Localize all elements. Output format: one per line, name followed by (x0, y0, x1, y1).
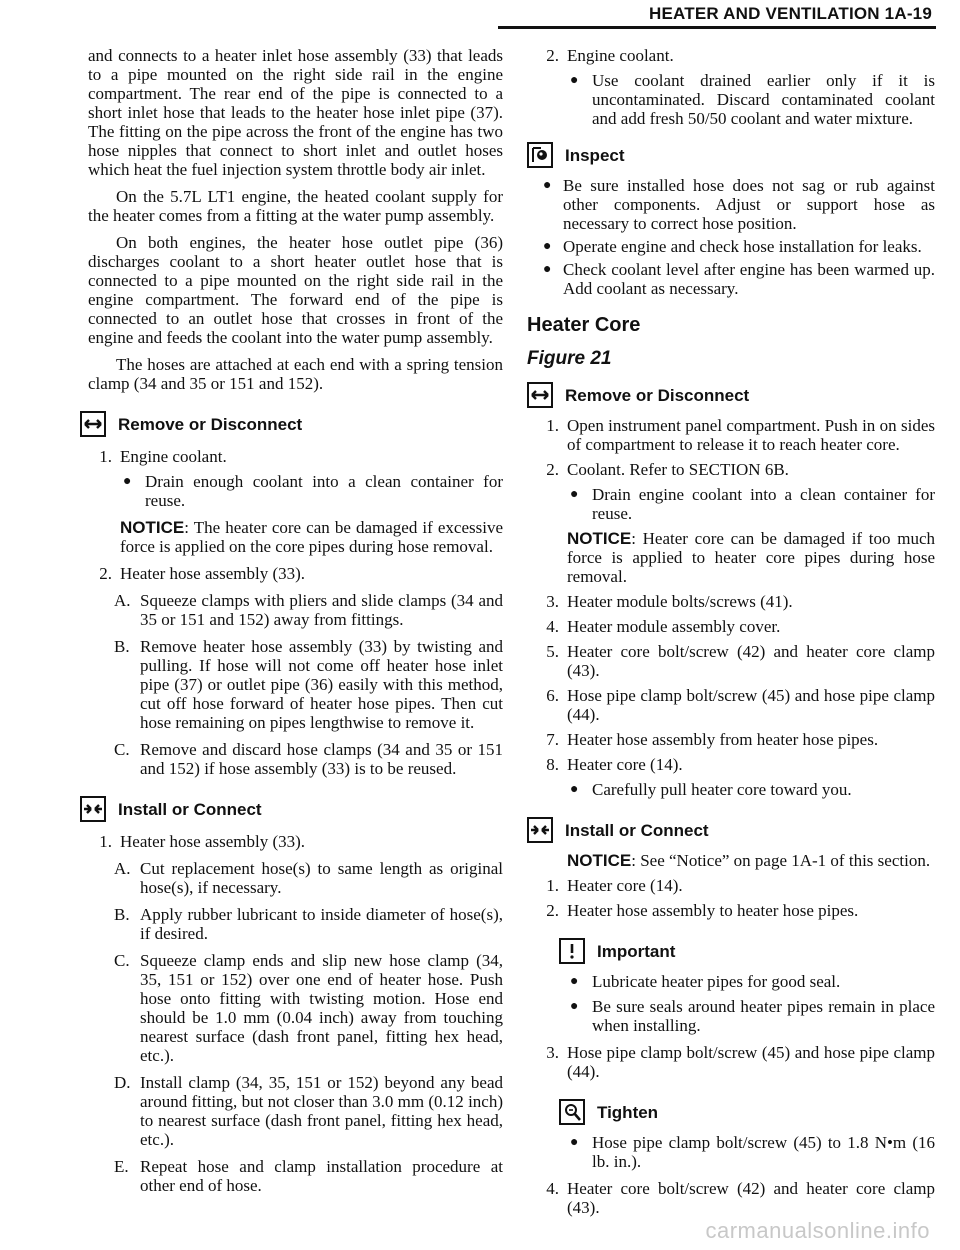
bullet-icon: ● (123, 474, 132, 489)
step-item (535, 46, 935, 65)
left-column (88, 46, 503, 1195)
outlet-paragraph: On both engines, the heater hose outlet pipe (36) discharges coolant to a short heater outlet hose that is connected to a pipe mounted on the right side rail in the engine compartment. The forward end of the pipe is connected to an outlet hose that crosses in front of the engine and feeds the coolant into the water pump assembly. (88, 233, 503, 347)
step-item (535, 1043, 935, 1081)
important-section-heading (559, 938, 935, 964)
step-item (535, 1179, 935, 1217)
step-number: 3. (546, 592, 559, 611)
substep-item (114, 905, 503, 943)
bullet-item (570, 71, 935, 128)
bullet-text: Carefully pull heater core toward you. (592, 780, 852, 799)
substep-item (114, 740, 503, 778)
step-number: 1. (99, 832, 112, 851)
step-number: 2. (546, 901, 559, 920)
step-number: 4. (546, 617, 559, 636)
notice-paragraph (120, 518, 503, 556)
lt1-paragraph: On the 5.7L LT1 engine, the heated coolant supply for the heater comes from a fitting at the water pump assembly. (88, 187, 503, 225)
bullet-text: Use coolant drained earlier only if it is uncontaminated. Discard contaminated coolant and add fresh 50/50 coolant and water mixture. (592, 71, 935, 128)
step-text: Heater core bolt/screw (42) and heater core clamp (43). (567, 1179, 935, 1217)
substep-item (114, 1157, 503, 1195)
step-number: 1. (546, 876, 559, 895)
step-item (535, 901, 935, 920)
bullet-item (123, 472, 503, 510)
substep-text: Apply rubber lubricant to inside diameter of hose(s), if desired. (140, 905, 503, 943)
notice-label: NOTICE (120, 518, 185, 537)
step-text: Coolant. Refer to SECTION 6B. (567, 460, 789, 479)
step-item (88, 447, 503, 466)
bullet-item (570, 1133, 935, 1171)
install-connect-icon (80, 796, 106, 822)
inspect-title: Inspect (565, 145, 625, 165)
inspect-section-heading (527, 142, 935, 168)
step-number: 1. (99, 447, 112, 466)
substep-text: Remove heater hose assembly (33) by twisting and pulling. If hose will not come off heater hose inlet pipe (37) or outlet pipe (36) easily with this method, cut off hose forward of heater hose pipes. Then cut hose remaining on pipes lengthwise to remove it. (140, 637, 503, 732)
substep-item (114, 859, 503, 897)
clamp-paragraph: The hoses are attached at each end with a spring tension clamp (34 and 35 or 151 and 152). (88, 355, 503, 393)
substep-letter: B. (114, 905, 130, 924)
step-number: 2. (546, 460, 559, 479)
bullet-text: Drain enough coolant into a clean container for reuse. (145, 472, 503, 510)
remove-disconnect-icon (80, 411, 106, 437)
substep-item (114, 1073, 503, 1149)
substep-letter: E. (114, 1157, 129, 1176)
substep-letter: A. (114, 859, 131, 878)
substep-letter: C. (114, 951, 130, 970)
substep-letter: A. (114, 591, 131, 610)
step-item (535, 686, 935, 724)
step-text: Hose pipe clamp bolt/screw (45) and hose pipe clamp (44). (567, 686, 935, 724)
substep-item (114, 637, 503, 732)
notice-text: : The heater core can be damaged if excessive force is applied on the core pipes during hose removal. (120, 518, 503, 556)
header-rule (498, 26, 936, 29)
install-title: Install or Connect (118, 799, 262, 819)
step-text: Heater core (14). (567, 755, 683, 774)
step-item (535, 876, 935, 895)
bullet-icon: ● (543, 262, 552, 277)
step-number: 7. (546, 730, 559, 749)
bullet-icon: ● (570, 782, 579, 797)
substep-item (114, 951, 503, 1065)
substep-text: Remove and discard hose clamps (34 and 35 or 151 and 152) if hose assembly (33) is to be reused. (140, 740, 503, 778)
step-item (535, 460, 935, 479)
heater-core-heading: Heater Core (527, 314, 641, 336)
figure-reference: Figure 21 (527, 348, 612, 369)
notice-paragraph (567, 529, 935, 586)
substep-item (114, 591, 503, 629)
bullet-icon: ● (570, 73, 579, 88)
step-item (535, 617, 935, 636)
remove-section-heading (80, 411, 503, 437)
step-text: Heater hose assembly from heater hose pipes. (567, 730, 879, 749)
remove-section-heading (527, 382, 935, 408)
substep-letter: B. (114, 637, 130, 656)
remove-title: Remove or Disconnect (118, 414, 303, 434)
important-title: Important (597, 941, 676, 961)
bullet-item (570, 997, 935, 1035)
bullet-text: Operate engine and check hose installation for leaks. (563, 237, 922, 256)
step-item (535, 730, 935, 749)
torque-wrench-icon (559, 1099, 585, 1125)
remove-disconnect-icon (527, 382, 553, 408)
watermark: carmanualsonline.info (705, 1218, 930, 1243)
step-text: Heater hose assembly to heater hose pipes. (567, 901, 859, 920)
bullet-text: Lubricate heater pipes for good seal. (592, 972, 841, 991)
step-number: 5. (546, 642, 559, 661)
install-connect-icon (527, 817, 553, 843)
page-header (0, 0, 960, 34)
substep-letter: D. (114, 1073, 131, 1092)
notice-label: NOTICE (567, 851, 632, 870)
bullet-item (543, 176, 935, 233)
step-number: 2. (546, 46, 559, 65)
bullet-text: Check coolant level after engine has been warmed up. Add coolant as necessary. (563, 260, 935, 298)
substep-text: Install clamp (34, 35, 151 or 152) beyond any bead around fitting, but not closer than 3.0 mm (0.12 inch) to nearest surface (dash front panel, fitting hex head, etc.). (140, 1073, 503, 1149)
notice-text: : See “Notice” on page 1A-1 of this section. (631, 851, 931, 870)
bullet-item (570, 485, 935, 523)
bullet-text: Drain engine coolant into a clean container for reuse. (592, 485, 935, 523)
remove-title: Remove or Disconnect (565, 385, 750, 405)
notice-paragraph (567, 851, 935, 870)
tighten-section-heading (559, 1099, 935, 1125)
bullet-text: Hose pipe clamp bolt/screw (45) to 1.8 N•m (16 lb. in.). (592, 1133, 935, 1171)
bullet-icon: ● (570, 487, 579, 502)
step-number: 3. (546, 1043, 559, 1062)
step-text: Heater hose assembly (33). (120, 564, 306, 583)
bullet-icon: ● (570, 999, 579, 1014)
substep-text: Squeeze clamp ends and slip new hose clamp (34, 35, 151 or 152) over one end of heater hose. Push hose onto fitting with twisting motion. Hose end should be 1.0 mm (0.04 inch) away from touching nearest surface (dash front panel, fitting hex head, etc.). (140, 951, 503, 1065)
inspect-eye-icon (527, 142, 553, 168)
bullet-item (543, 260, 935, 298)
install-title: Install or Connect (565, 820, 709, 840)
notice-label: NOTICE (567, 529, 632, 548)
substep-text: Cut replacement hose(s) to same length as original hose(s), if necessary. (140, 859, 503, 897)
install-section-heading (527, 817, 935, 843)
step-item (88, 564, 503, 583)
step-text: Hose pipe clamp bolt/screw (45) and hose pipe clamp (44). (567, 1043, 935, 1081)
notice-text: : Heater core can be damaged if too much force is applied to heater core pipes during hose removal. (567, 529, 935, 586)
bullet-icon: ● (543, 178, 552, 193)
bullet-item (570, 780, 935, 799)
step-item (535, 416, 935, 454)
bullet-icon: ● (570, 1135, 579, 1150)
step-text: Heater core (14). (567, 876, 683, 895)
substep-text: Squeeze clamps with pliers and slide clamps (34 and 35 or 151 and 152) away from fittings. (140, 591, 503, 629)
step-text: Engine coolant. (567, 46, 674, 65)
bullet-text: Be sure seals around heater pipes remain in place when installing. (592, 997, 935, 1035)
page-header-title: HEATER AND VENTILATION 1A-19 (649, 4, 932, 23)
install-section-heading (80, 796, 503, 822)
step-item (535, 592, 935, 611)
tighten-title: Tighten (597, 1102, 659, 1122)
bullet-item (543, 237, 935, 256)
step-item (535, 642, 935, 680)
step-text: Heater core bolt/screw (42) and heater core clamp (43). (567, 642, 935, 680)
bullet-item (570, 972, 935, 991)
step-text: Heater module bolts/screws (41). (567, 592, 793, 611)
important-exclamation-icon (559, 938, 585, 964)
step-text: Heater module assembly cover. (567, 617, 781, 636)
bullet-icon: ● (543, 239, 552, 254)
intro-paragraph: and connects to a heater inlet hose assembly (33) that leads to a pipe mounted on the right side rail in the engine compartment. The rear end of the pipe is connected to a short inlet hose that leads to the heater hose inlet pipe (37). The fitting on the pipe across the front of the engine has two hose nipples that connect to short inlet and outlet hoses which heat the fuel injection system throttle body air inlet. (88, 46, 503, 179)
step-text: Open instrument panel compartment. Push in on sides of compartment to release it to reach heater core. (567, 416, 935, 454)
step-number: 4. (546, 1179, 559, 1198)
step-number: 8. (546, 755, 559, 774)
step-number: 2. (99, 564, 112, 583)
step-text: Heater hose assembly (33). (120, 832, 306, 851)
step-item (88, 832, 503, 851)
step-text: Engine coolant. (120, 447, 227, 466)
bullet-text: Be sure installed hose does not sag or rub against other components. Adjust or support hose as necessary to correct hose position. (563, 176, 935, 233)
step-number: 1. (546, 416, 559, 435)
substep-letter: C. (114, 740, 130, 759)
step-number: 6. (546, 686, 559, 705)
step-item (535, 755, 935, 774)
right-column (527, 46, 935, 1217)
bullet-icon: ● (570, 974, 579, 989)
substep-text: Repeat hose and clamp installation procedure at other end of hose. (140, 1157, 503, 1195)
